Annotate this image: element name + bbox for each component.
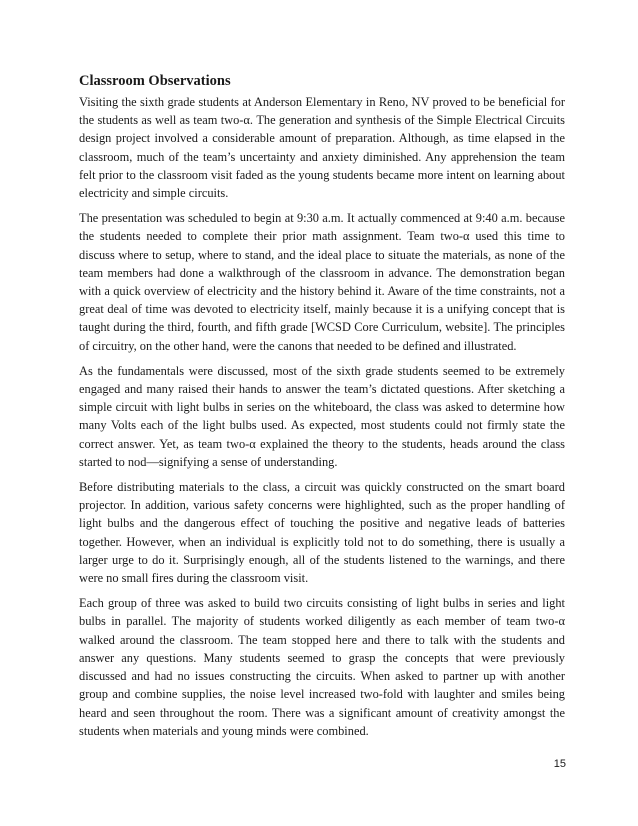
paragraph-visit: Visiting the sixth grade students at Anderson Elementary in Reno, NV proved to be beneficial for the students as well as team two-α. The generation and synthesis of the Simple Electrical Circuits design project involved a considerable amount of preparation. Although, as time elapsed in the classroom, much of the team’s uncertainty and anxiety diminished. Any apprehension the team felt prior to the classroom visit faded as the young students became more intent on learning about electricity and simple circuits. (79, 95, 565, 201)
section-heading: Classroom Observations (79, 73, 231, 89)
paragraph-fundamentals: As the fundamentals were discussed, most of the sixth grade students seemed to be extremely engaged and many raised their hands to answer the team’s dictated questions. After sketching a simple circuit with light bulbs in series on the whiteboard, the class was asked to determine how many Volts each of the light bulbs used. As expected, most students could not firmly state the correct answer. Yet, as team two-α explained the theory to the students, heads around the class started to nod—signifying a sense of understanding. (79, 363, 565, 469)
page-number: 15 (553, 758, 566, 770)
paragraph-safety: Before distributing materials to the class, a circuit was quickly constructed on the smart board projector. In addition, various safety concerns were highlighted, such as the proper handling of light bulbs and the dangerous effect of touching the positive and negative leads of batteries together. However, when an individual is explicitly told not to do something, there is usually a larger urge to do it. Surprisingly enough, all of the students listened to the warnings, and there were no small fires during the classroom visit. (79, 480, 565, 586)
document-body (79, 72, 565, 747)
paragraph-groups: Each group of three was asked to build two circuits consisting of light bulbs in series and light bulbs in parallel. The majority of students worked diligently as each member of team two-α walked around the classroom. The team stopped here and there to talk with the students and answer any questions. Many students seemed to grasp the concepts that were previously discussed and had no issues constructing the circuits. When asked to partner up with another group and combine supplies, the noise level increased two-fold with laughter and smiles being heard and seen throughout the room. There was a significant amount of creativity amongst the students when materials and young minds were combined. (79, 596, 565, 738)
paragraph-presentation: The presentation was scheduled to begin at 9:30 a.m. It actually commenced at 9:40 a.m. because the students needed to complete their prior math assignment. Team two-α used this time to discuss where to setup, where to stand, and the ideal place to situate the materials, as none of the team members had done a walkthrough of the classroom in advance. The demonstration began with a quick overview of electricity and the history behind it. Aware of the time constraints, not a great deal of time was devoted to electricity itself, mainly because it is a unifying concept that is taught during the third, fourth, and fifth grade [WCSD Core Curriculum, website]. The principles of circuitry, on the other hand, were the canons that needed to be defined and illustrated. (79, 211, 565, 353)
